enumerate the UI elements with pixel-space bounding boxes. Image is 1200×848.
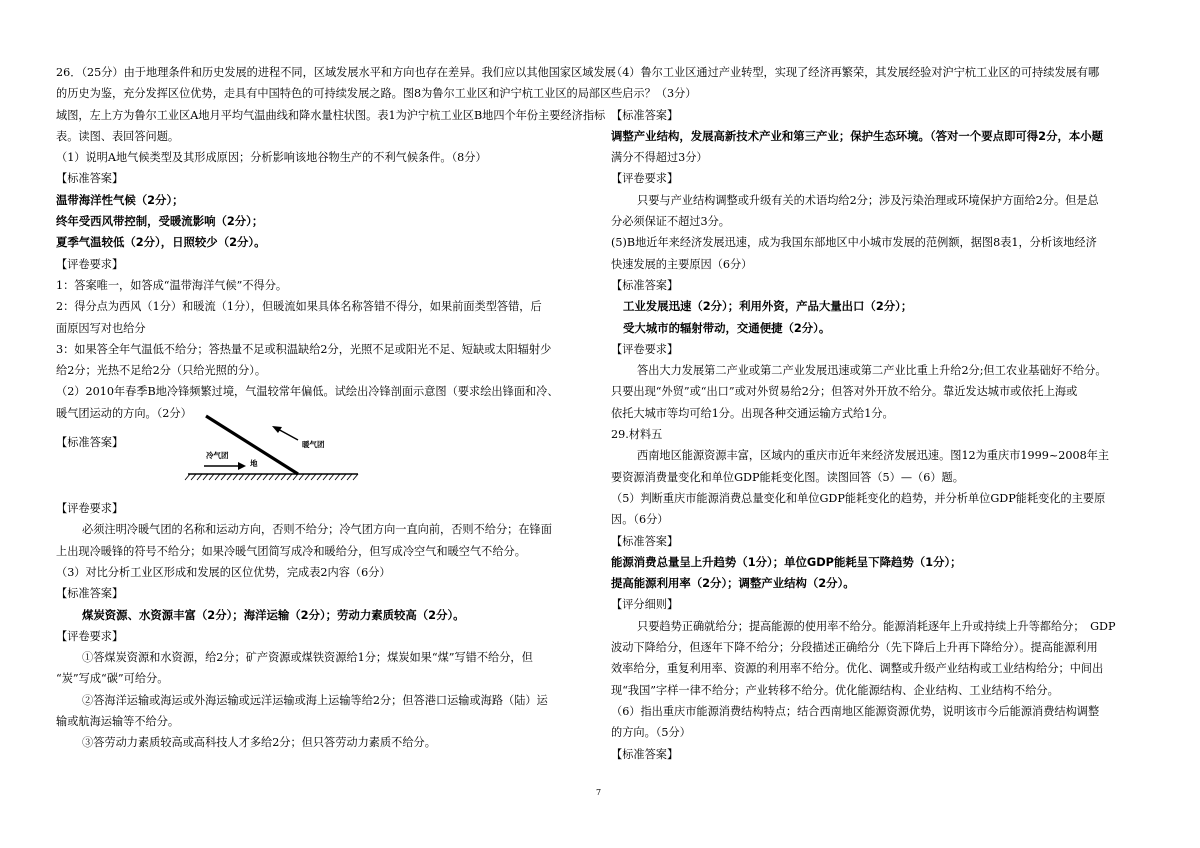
text-line: 【标准答案】 — [611, 747, 679, 761]
text-line: 只要趋势正确就给分；提高能源的使用率不给分。能源消耗逐年上升或持续上升等都给分； GDP — [637, 619, 1116, 633]
text-line: 效率给分，重复利用率、资源的利用率不给分。优化、调整或升级产业结构或工业结构给分；中间出 — [611, 662, 1104, 676]
text-line: 1：答案唯一，如答成“温带海洋气候”不得分。 — [56, 278, 288, 292]
text-line: 暖气团运动的方向。（2分） — [56, 406, 192, 420]
diagram-answer-label: 【标准答案】 — [56, 436, 124, 450]
text-line: （6）指出重庆市能源消费结构特点；结合西南地区能源资源优势，说明该市今后能源消费结构调整 — [611, 704, 1100, 718]
text-line: “炭”写成“碳”可给分。 — [56, 672, 169, 686]
text-line: 必须注明冷暖气团的名称和运动方向，否则不给分；冷气团方向一直向前，否则不给分；在锋面 — [82, 523, 552, 537]
text-line: 【评卷要求】 — [56, 502, 124, 516]
text-line: 【评卷要求】 — [611, 172, 679, 186]
text-line: 【标准答案】 — [611, 534, 679, 548]
cold-front-diagram — [176, 410, 376, 490]
text-line: 的方向。（5分） — [611, 726, 691, 740]
text-line: 调整产业结构，发展高新技术产业和第三产业；保护生态环境。（答对一个要点即可得2分，本小题 — [611, 128, 1104, 143]
text-line: （5）判断重庆市能源消费总量变化和单位GDP能耗变化的趋势，并分析单位GDP能耗变化的主要原 — [611, 491, 1106, 505]
text-line: （4）鲁尔工业区通过产业转型，实现了经济再繁荣，其发展经验对沪宁杭工业区的可持续发展有哪 — [611, 66, 1100, 79]
text-line: 现“我国”字样一律不给分；产业转移不给分。优化能源结构、企业结构、工业结构不给分。 — [611, 683, 1059, 697]
text-line: 终年受西风带控制，受暖流影响（2分）； — [56, 214, 264, 229]
text-line: 【标准答案】 — [56, 587, 124, 601]
text-line: 给2分；光热不足给2分（只给光照的分）。 — [56, 364, 267, 378]
text-line: （2）2010年春季B地冷锋频繁过境，气温较常年偏低。试绘出冷锋剖面示意图（要求绘出锋面和冷、 — [56, 385, 559, 399]
text-line: 提高能源利用率（2分）；调整产业结构（2分）。 — [611, 576, 855, 591]
text-line: 工业发展迅速（2分）；利用外资，产品大量出口（2分）； — [623, 299, 913, 314]
text-line: 只要与产业结构调整或升级有关的术语均给2分；涉及污染治理或环境保护方面给2分。但是总 — [637, 193, 1099, 207]
text-line: 只要出现“外贸”或“出口”或对外贸易给2分；但答对外开放不给分。靠近发达城市或依托上海或 — [611, 385, 1078, 399]
text-line: 满分不得超过3分） — [611, 151, 708, 165]
text-line: 【评卷要求】 — [56, 257, 124, 271]
text-line: 的历史为鉴，充分发挥区位优势，走具有中国特色的可持续发展之路。图8为鲁尔工业区和沪宁杭工业区的局部区 — [56, 87, 612, 101]
text-line: 上出现冷暖锋的符号不给分；如果冷暖气团简写成冷和暖给分，但写成冷空气和暖空气不给分。 — [56, 544, 526, 558]
right-column — [611, 62, 1146, 765]
warm-air-arrow — [272, 426, 298, 440]
text-line: 输或航海运输等不给分。 — [56, 715, 180, 729]
text-line: 能源消费总量呈上升趋势（1分）；单位GDP能耗呈下降趋势（1分）； — [611, 554, 962, 569]
left-column — [56, 62, 616, 754]
page-number: 7 — [596, 788, 602, 797]
text-line: 域图，左上方为鲁尔工业区A地月平均气温曲线和降水量柱状图。表1为沪宁杭工业区B地四个年份主要经济指标 — [56, 108, 606, 122]
text-line: 答出大力发展第二产业或第二产业发展迅速或第二产业比重上升给2分;但工农业基础好不给分。 — [637, 364, 1107, 378]
text-line: 26．（25分）由于地理条件和历史发展的进程不同，区域发展水平和方向也存在差异。我们应以其他国家区域发展 — [56, 66, 616, 79]
text-line: 面原因写对也给分 — [56, 321, 146, 335]
text-line: 依托大城市等均可给1分。出现各种交通运输方式给1分。 — [611, 406, 894, 420]
text-line: 2：得分点为西风（1分）和暖流（1分），但暖流如果具体名称答错不得分，如果前面类型答错，后 — [56, 300, 542, 314]
right-text-block — [611, 62, 1146, 765]
text-line: 些启示？（3分） — [611, 87, 697, 101]
text-line: （1）说明A地气候类型及其形成原因；分析影响该地谷物生产的不利气候条件。（8分） — [56, 151, 487, 165]
text-line: 【评分细则】 — [611, 598, 679, 612]
text-line: ③答劳动力素质较高或高科技人才多给2分；但只答劳动力素质不给分。 — [82, 736, 436, 750]
text-line: 表。读图、表回答问题。 — [56, 129, 180, 143]
text-line: 煤炭资源、水资源丰富（2分）；海洋运输（2分）；劳动力素质较高（2分）。 — [82, 607, 465, 622]
text-line: 温带海洋性气候（2分）； — [56, 192, 184, 207]
text-line: 因。（6分） — [611, 513, 669, 527]
cold-air-arrow — [204, 462, 246, 470]
left-text-block — [56, 62, 616, 424]
text-line: 3：如果答全年气温低不给分；答热量不足或积温缺给2分，光照不足或阳光不足、短缺或太阳辐射少 — [56, 342, 552, 356]
text-line: 要资源消费量变化和单位GDP能耗变化图。读图回答（5）—（6）题。 — [611, 470, 964, 484]
text-line: (5)B地近年来经济发展迅速，成为我国东部地区中小城市发展的范例额，据图8表1，分析该地经济 — [611, 236, 1097, 250]
cold-air-label: 冷气团 — [206, 451, 229, 461]
text-line: 夏季气温较低（2分），日照较少（2分）。 — [56, 235, 266, 250]
text-line: 【标准答案】 — [611, 278, 679, 292]
text-line: （3）对比分析工业区形成和发展的区位优势，完成表2内容（6分） — [56, 565, 391, 579]
text-line: 波动下降给分，但逐年下降不给分；分段描述正确给分（先下降后上升再下降给分）。提高能源利用 — [611, 641, 1098, 655]
left-text-block-2 — [56, 498, 591, 754]
text-line: 【标准答案】 — [611, 108, 679, 122]
ground-label: 地 — [250, 459, 258, 469]
text-line: 【评卷要求】 — [611, 342, 679, 356]
text-line: 西南地区能源资源丰富，区域内的重庆市近年来经济发展迅速。图12为重庆市1999~2008年主 — [637, 449, 1110, 463]
text-line: ②答海洋运输或海运或外海运输或远洋运输或海上运输等给2分；但答港口运输或海路（陆）运 — [82, 693, 548, 707]
text-line: 【评卷要求】 — [56, 629, 124, 643]
text-line: 分必须保证不超过3分。 — [611, 215, 730, 229]
text-line: ①答煤炭资源和水资源，给2分；矿产资源或煤铁资源给1分；煤炭如果“煤”写错不给分，但 — [82, 651, 533, 665]
text-line: 29.材料五 — [611, 428, 663, 442]
warm-air-label: 暖气团 — [302, 440, 325, 450]
cold-front-diagram-row — [56, 424, 591, 498]
ground-hatch — [185, 474, 358, 480]
text-line: 受大城市的辐射带动，交通便捷（2分）。 — [623, 320, 831, 335]
text-line: 【标准答案】 — [56, 172, 124, 186]
text-line: 快速发展的主要原因（6分） — [611, 257, 753, 271]
